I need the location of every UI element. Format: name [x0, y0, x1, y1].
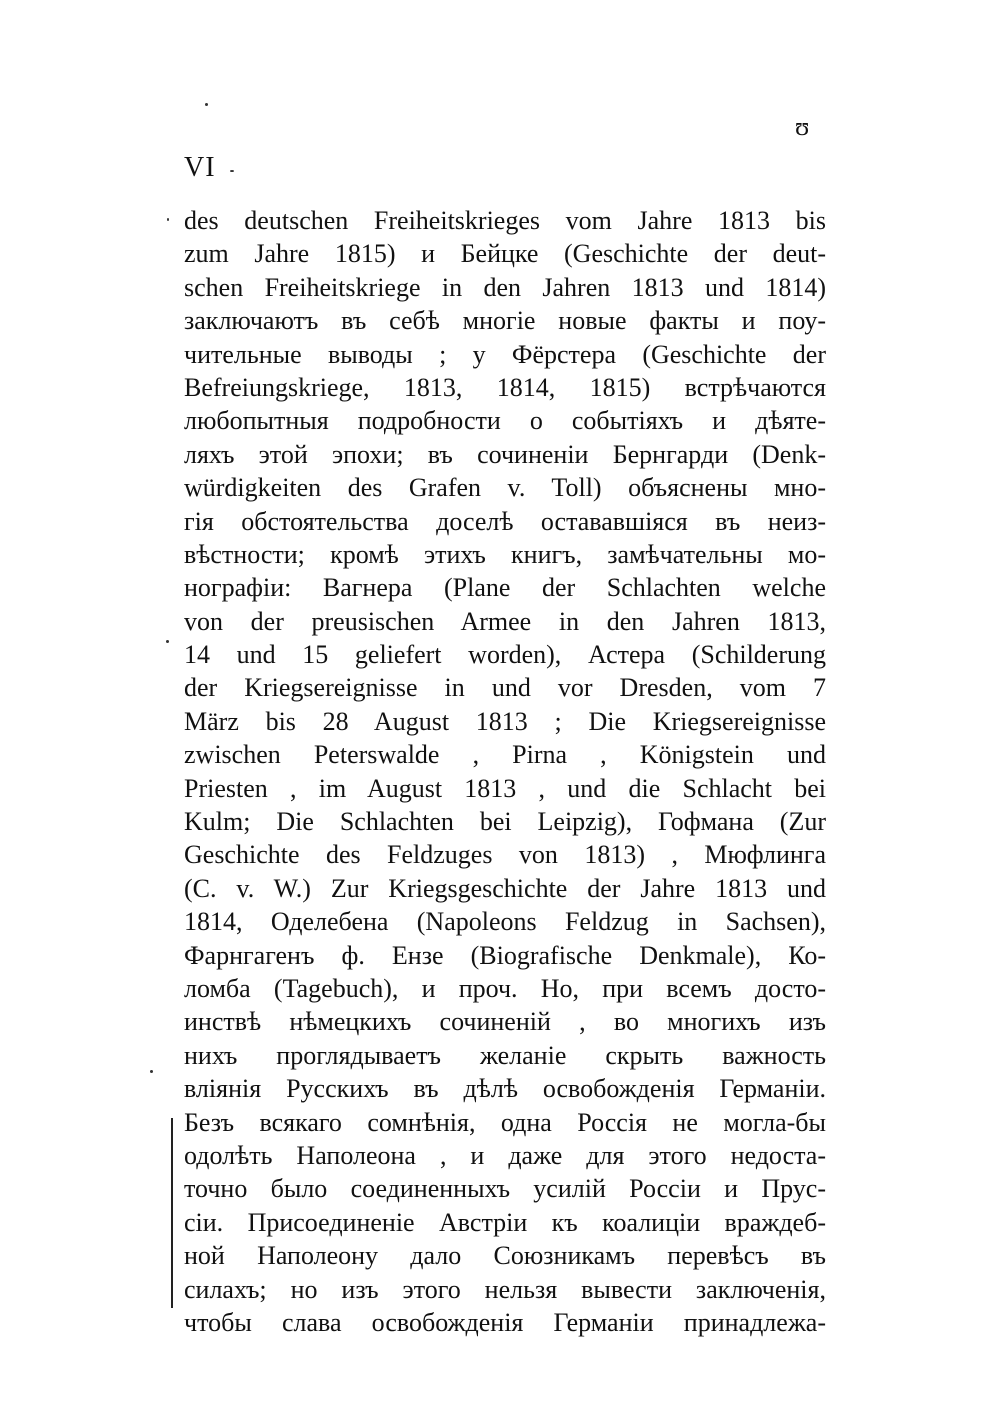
text-line: 14 und 15 geliefert worden), Астера (Schilderung: [184, 640, 826, 670]
text-line: сіи. Присоединеніе Австріи къ коалиціи враждеб-: [184, 1207, 826, 1237]
text-line: würdigkeiten des Grafen v. Toll) объяснены мно-: [184, 473, 826, 503]
speck: [166, 640, 169, 643]
speck: [230, 170, 234, 172]
text-line: ляхъ этой эпохи; въ сочиненіи Бернгарди (Denk-: [184, 439, 826, 469]
text-line: вѣстности; кромѣ этихъ книгъ, замѣчательны мо-: [184, 539, 826, 569]
text-line: Geschichte des Feldzuges von 1813) , Мюфлинга: [184, 840, 826, 870]
text-line: заключаютъ въ себѣ многіе новые факты и поу-: [184, 306, 826, 336]
margin-bar: [171, 1118, 173, 1308]
speck: [205, 103, 208, 106]
speck: [150, 1070, 153, 1073]
corner-mark: ʊ: [795, 112, 810, 141]
text-line: нографіи: Вагнера (Plane der Schlachten welche: [184, 573, 826, 603]
text-line: März bis 28 August 1813 ; Die Kriegsereignisse: [184, 706, 826, 736]
text-line: чительные выводы ; у Фёрстера (Geschichte der: [184, 339, 826, 369]
text-line: силахъ; но изъ этого нельзя вывести заключенія,: [184, 1274, 826, 1304]
text-line: гія обстоятельства доселѣ остававшіяся въ неиз-: [184, 506, 826, 536]
text-line: (C. v. W.) Zur Kriegsgeschichte der Jahre 1813 und: [184, 873, 826, 903]
text-line: нихъ проглядываетъ желаніе скрыть важность: [184, 1040, 826, 1070]
text-line: ломба (Tagebuch), и проч. Но, при всемъ досто-: [184, 973, 826, 1003]
text-line: Фарнгагенъ ф. Ензе (Biografische Denkmale), Ко-: [184, 940, 826, 970]
body-text: [184, 204, 826, 1339]
text-line: точно было соединенныхъ усилій Россіи и Прус-: [184, 1174, 826, 1204]
text-line: инствѣ нѣмецкихъ сочиненій , во многихъ изъ: [184, 1007, 826, 1037]
text-line: Befreiungskriege, 1813, 1814, 1815) встрѣчаются: [184, 372, 826, 402]
text-line: des deutschen Freiheitskrieges vom Jahre 1813 bis: [184, 206, 826, 235]
text-line: любопытныя подробности о событіяхъ и дѣяте-: [184, 406, 826, 436]
text-line: zwischen Peterswalde , Pirna , Königstein und: [184, 740, 826, 770]
text-line: von der preusischen Armee in den Jahren 1813,: [184, 606, 826, 636]
text-line: schen Freiheitskriege in den Jahren 1813 und 1814): [184, 272, 826, 302]
text-line: ной Наполеону дало Союзникамъ перевѣсъ въ: [184, 1241, 826, 1271]
page-number: VI: [184, 152, 216, 183]
text-line: der Kriegsereignisse in und vor Dresden, vom 7: [184, 673, 826, 703]
text-line: Priesten , im August 1813 , und die Schlacht bei: [184, 773, 826, 803]
text-line: вліянія Русскихъ въ дѣлѣ освобожденія Германіи.: [184, 1074, 826, 1104]
text-line: zum Jahre 1815) и Бейцке (Geschichte der deut-: [184, 239, 826, 269]
speck: [167, 218, 169, 221]
text-line: чтобы слава освобожденія Германіи принадлежа-: [184, 1307, 826, 1337]
text-line: Безъ всякаго сомнѣнія, одна Россія не могла-бы: [184, 1107, 826, 1137]
text-line: Kulm; Die Schlachten bei Leipzig), Гофмана (Zur: [184, 807, 826, 837]
text-line: одолѣть Наполеона , и даже для этого недоста-: [184, 1140, 826, 1170]
text-line: 1814, Оделебена (Napoleons Feldzug in Sachsen),: [184, 907, 826, 937]
